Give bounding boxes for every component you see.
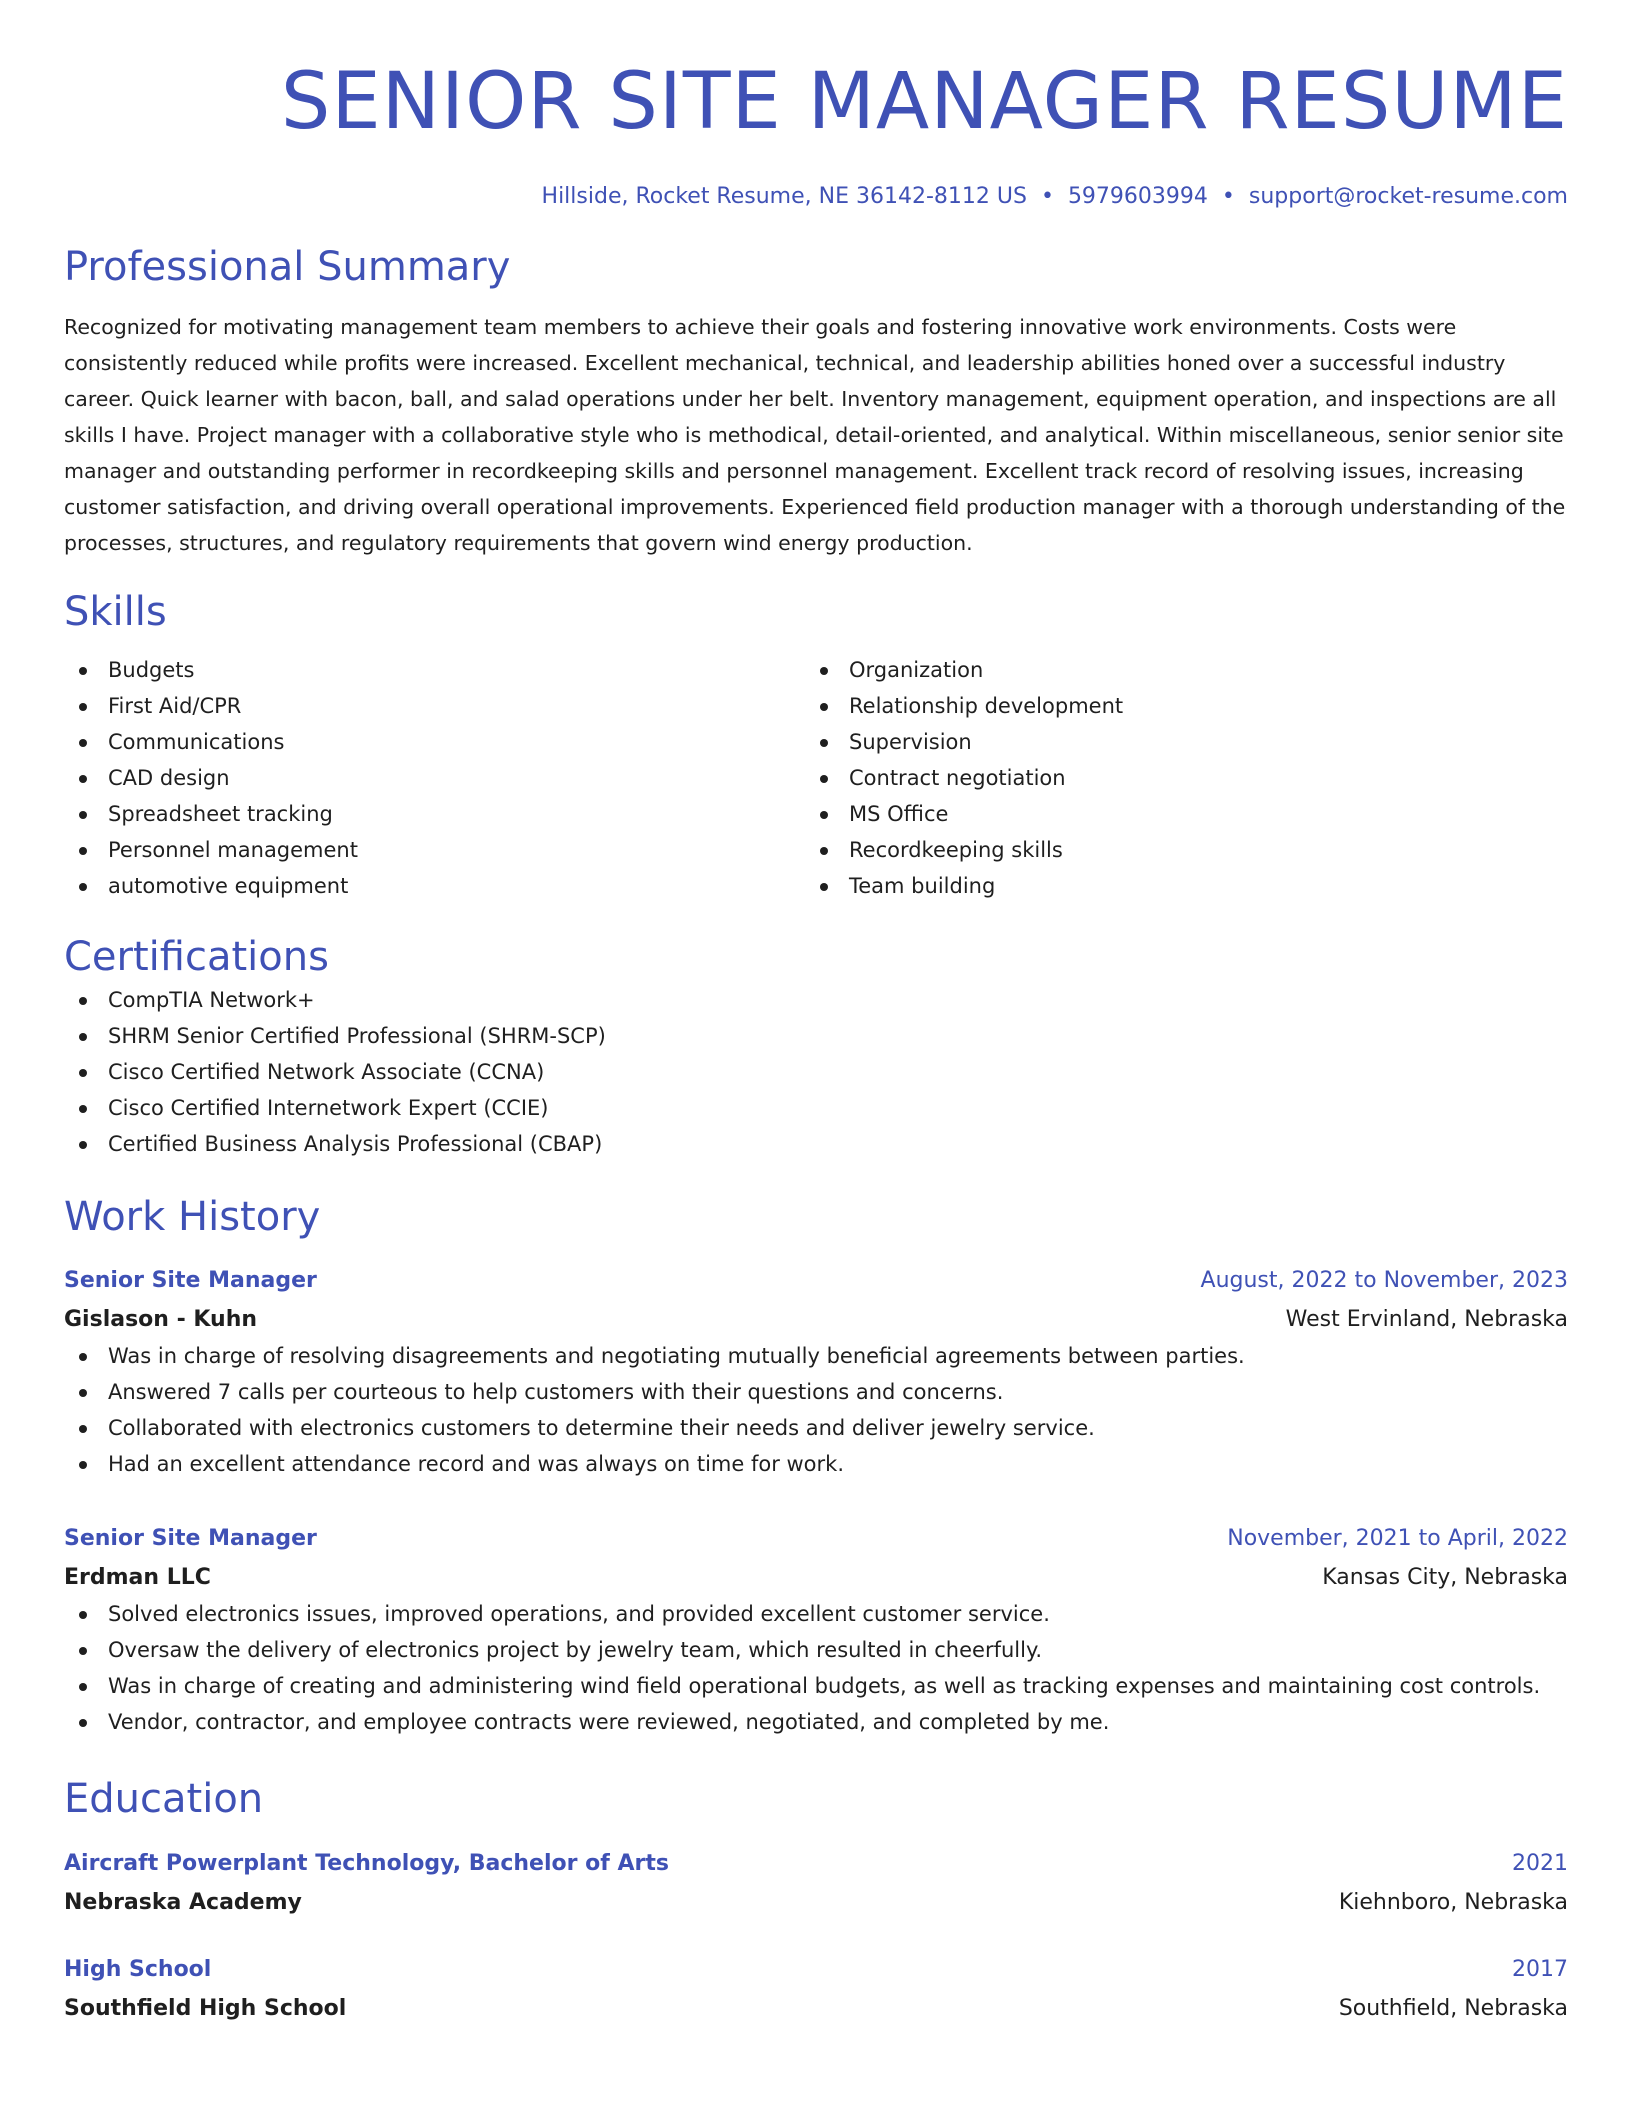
work-history-heading: Work History xyxy=(64,1194,321,1240)
education-year: 2021 xyxy=(1512,1851,1568,1876)
skill-item: First Aid/CPR xyxy=(64,688,805,724)
skill-item: Communications xyxy=(64,724,805,760)
skills-left-list xyxy=(64,652,805,904)
job-bullet: Was in charge of resolving disagreements and negotiating mutually beneficial agreements between parties. xyxy=(64,1338,1568,1374)
job-header-row xyxy=(64,1521,1568,1557)
resume-title: SENIOR SITE MANAGER RESUME xyxy=(280,57,1568,147)
education-location: Southfield, Nebraska xyxy=(1338,1996,1568,2021)
skills-grid xyxy=(64,652,1568,904)
education-school: Southfield High School xyxy=(64,1996,347,2021)
skill-item: Team building xyxy=(805,868,1546,904)
job-bullets xyxy=(64,1596,1568,1740)
skill-item: automotive equipment xyxy=(64,868,805,904)
job-company: Gislason - Kuhn xyxy=(64,1307,258,1332)
job-bullet: Had an excellent attendance record and was always on time for work. xyxy=(64,1446,1568,1482)
job-bullet: Collaborated with electronics customers to determine their needs and deliver jewelry service. xyxy=(64,1410,1568,1446)
job-location: Kansas City, Nebraska xyxy=(1322,1565,1568,1590)
summary-heading: Professional Summary xyxy=(64,244,511,290)
education-entry xyxy=(64,1952,1568,2027)
skill-item: MS Office xyxy=(805,796,1546,832)
job-company-row xyxy=(64,1560,1568,1596)
certifications-list xyxy=(64,982,1568,1162)
skills-right-list xyxy=(805,652,1546,904)
skill-item: Spreadsheet tracking xyxy=(64,796,805,832)
education-school-row xyxy=(64,1885,1568,1921)
certification-item: Cisco Certified Internetwork Expert (CCIE) xyxy=(64,1090,1568,1126)
job-bullets xyxy=(64,1338,1568,1482)
job-bullet: Oversaw the delivery of electronics project by jewelry team, which resulted in cheerfully. xyxy=(64,1632,1568,1668)
contact-line xyxy=(64,182,1568,212)
job-company-row xyxy=(64,1302,1568,1338)
education-degree: High School xyxy=(64,1957,212,1982)
skill-item: Recordkeeping skills xyxy=(805,832,1546,868)
job-bullet: Was in charge of creating and administering wind field operational budgets, as well as tracking expenses and maintaining cost controls. xyxy=(64,1668,1568,1704)
certifications-heading: Certifications xyxy=(64,934,329,980)
education-school: Nebraska Academy xyxy=(64,1890,302,1915)
contact-phone: 5979603994 xyxy=(1067,184,1208,209)
job-title: Senior Site Manager xyxy=(64,1268,317,1293)
certification-item: Cisco Certified Network Associate (CCNA) xyxy=(64,1054,1568,1090)
job-dates: November, 2021 to April, 2022 xyxy=(1227,1526,1568,1551)
skill-item: Organization xyxy=(805,652,1546,688)
skill-item: Personnel management xyxy=(64,832,805,868)
certification-item: SHRM Senior Certified Professional (SHRM-SCP) xyxy=(64,1018,1568,1054)
skill-item: Supervision xyxy=(805,724,1546,760)
skill-item: CAD design xyxy=(64,760,805,796)
job-bullet: Answered 7 calls per courteous to help customers with their questions and concerns. xyxy=(64,1374,1568,1410)
education-heading: Education xyxy=(64,1776,264,1822)
job-location: West Ervinland, Nebraska xyxy=(1285,1307,1568,1332)
job-company: Erdman LLC xyxy=(64,1565,211,1590)
education-header-row xyxy=(64,1952,1568,1988)
education-location: Kiehnboro, Nebraska xyxy=(1338,1890,1568,1915)
contact-separator: • xyxy=(1040,184,1054,209)
education-entry xyxy=(64,1846,1568,1921)
contact-separator: • xyxy=(1221,184,1235,209)
skill-item: Contract negotiation xyxy=(805,760,1546,796)
contact-address: Hillside, Rocket Resume, NE 36142-8112 US xyxy=(541,184,1027,209)
education-year: 2017 xyxy=(1512,1957,1568,1982)
education-school-row xyxy=(64,1991,1568,2027)
certification-item: Certified Business Analysis Professional (CBAP) xyxy=(64,1126,1568,1162)
skill-item: Relationship development xyxy=(805,688,1546,724)
contact-email: support@rocket-resume.com xyxy=(1248,184,1568,209)
job-entry xyxy=(64,1521,1568,1740)
skill-item: Budgets xyxy=(64,652,805,688)
job-bullet: Vendor, contractor, and employee contracts were reviewed, negotiated, and completed by me. xyxy=(64,1704,1568,1740)
skills-heading: Skills xyxy=(64,589,167,635)
job-bullet: Solved electronics issues, improved operations, and provided excellent customer service. xyxy=(64,1596,1568,1632)
summary-text: Recognized for motivating management team members to achieve their goals and fostering innovative work environments. Costs were consistently reduced while profits were increased. Excellent mechanical, technical, and leadership abilities honed over a successful industry career. Quick learner with bacon, ball, and salad operations under her belt. Inventory management, equipment operation, and inspections are all skills I have. Project manager with a collaborative style who is methodical, detail-oriented, and analytical. Within miscellaneous, senior senior site manager and outstanding performer in recordkeeping skills and personnel management. Excellent track record of resolving issues, increasing customer satisfaction, and driving overall operational improvements. Experienced field production manager with a thorough understanding of the processes, structures, and regulatory requirements that govern wind energy production. xyxy=(64,315,1566,555)
job-dates: August, 2022 to November, 2023 xyxy=(1200,1268,1568,1293)
job-entry xyxy=(64,1263,1568,1482)
education-degree: Aircraft Powerplant Technology, Bachelor of Arts xyxy=(64,1851,669,1876)
job-title: Senior Site Manager xyxy=(64,1526,317,1551)
job-header-row xyxy=(64,1263,1568,1299)
education-header-row xyxy=(64,1846,1568,1882)
certification-item: CompTIA Network+ xyxy=(64,982,1568,1018)
